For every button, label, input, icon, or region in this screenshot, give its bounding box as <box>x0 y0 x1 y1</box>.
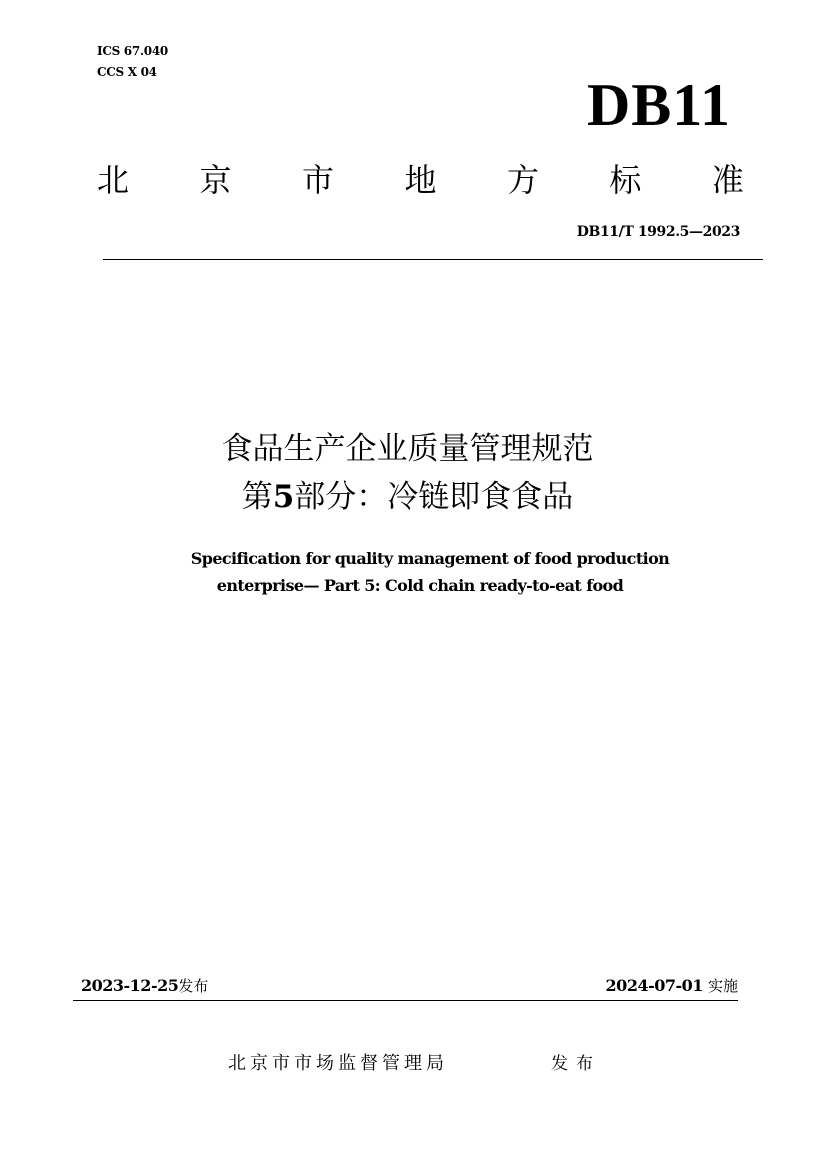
issue-label: 发布 <box>178 977 209 995</box>
implementation-date: 2024-07-01 <box>605 976 703 995</box>
ics-code: ICS 67.040 <box>97 44 168 58</box>
title-en-line1: Specification for quality management of food production <box>190 549 670 568</box>
publisher-action: 发布 <box>551 1054 601 1074</box>
title-cn-line1: 食品生产企业质量管理规范 <box>221 431 594 467</box>
org-char: 市 <box>301 161 334 199</box>
part-number: 5 <box>272 479 295 515</box>
classification-codes <box>97 41 168 83</box>
org-char: 标 <box>609 161 642 199</box>
title-cn-prefix: 第 <box>241 479 273 515</box>
publisher-name: 北京市市场监督管理局 <box>228 1053 448 1074</box>
standard-mark: DB11 <box>586 72 731 138</box>
title-en-line2: enterprise— Part 5: Cold chain ready-to-eat food <box>216 576 624 595</box>
ccs-code: CCS X 04 <box>97 65 157 79</box>
issue-date: 2023-12-25 <box>81 976 179 995</box>
implementation-label: 实施 <box>707 977 738 995</box>
org-char: 北 <box>97 161 130 199</box>
org-char: 方 <box>506 161 539 199</box>
title-cn-suffix: 部分：冷链即食食品 <box>294 479 574 515</box>
issue-date-block <box>81 975 208 997</box>
bottom-divider <box>73 1000 738 1001</box>
org-char: 准 <box>711 161 744 199</box>
standard-code: DB11/T 1992.5—2023 <box>576 224 740 240</box>
implementation-date-block <box>606 975 738 997</box>
org-char: 地 <box>404 161 437 199</box>
organization-title <box>97 158 744 202</box>
org-char: 京 <box>199 161 232 199</box>
top-divider <box>103 259 763 260</box>
title-cn-line2 <box>0 476 815 518</box>
